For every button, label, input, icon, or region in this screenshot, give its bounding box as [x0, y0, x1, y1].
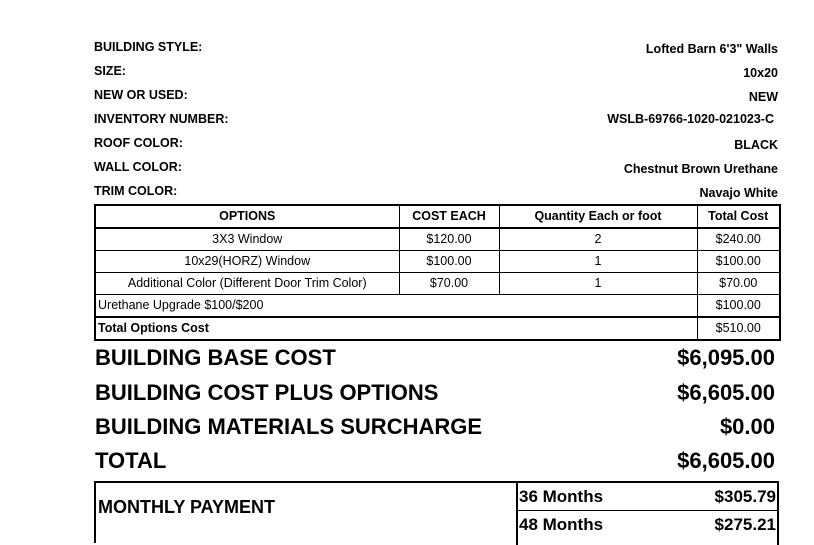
materials-surcharge-value: $0.00	[719, 414, 775, 439]
cost-each-header: COST EACH	[399, 205, 499, 228]
building-style-label: BUILDING STYLE:	[94, 40, 203, 54]
materials-surcharge-row	[95, 411, 775, 443]
option-total: $240.00	[697, 228, 780, 251]
payment-terms-grid	[516, 481, 779, 545]
inventory-number-row	[94, 112, 778, 132]
option-total: $70.00	[697, 273, 780, 295]
trim-color-label: TRIM COLOR:	[94, 184, 178, 198]
monthly-payment-label: MONTHLY PAYMENT	[98, 497, 276, 517]
payment-amount: $275.21	[714, 515, 776, 534]
payment-term-row	[518, 483, 777, 510]
trim-color-value: Navajo White	[699, 186, 778, 200]
option-cost-each: $120.00	[399, 228, 499, 251]
table-row	[95, 273, 780, 295]
options-header: OPTIONS	[95, 205, 399, 228]
cost-plus-options-label: BUILDING COST PLUS OPTIONS	[95, 380, 439, 405]
roof-color-label: ROOF COLOR:	[94, 136, 183, 150]
total-options-amount: $510.00	[697, 317, 780, 340]
new-or-used-value: NEW	[748, 90, 778, 104]
cost-plus-options-row	[95, 377, 775, 409]
payment-amount: $305.79	[714, 487, 776, 506]
wall-color-label: WALL COLOR:	[94, 160, 182, 174]
option-quantity: 2	[499, 228, 697, 251]
option-name: 3X3 Window	[95, 228, 399, 251]
roof-color-value: BLACK	[734, 138, 778, 152]
option-quantity: 1	[499, 273, 697, 295]
option-quantity: 1	[499, 251, 697, 273]
options-header-row	[95, 205, 780, 228]
total-options-label: Total Options Cost	[95, 317, 697, 340]
option-name: 10x29(HORZ) Window	[95, 251, 399, 273]
total-label: TOTAL	[95, 448, 167, 473]
urethane-upgrade-total: $100.00	[697, 295, 780, 318]
new-or-used-row	[94, 88, 778, 108]
cost-plus-options-value: $6,605.00	[677, 380, 775, 405]
quantity-header: Quantity Each or foot	[499, 205, 697, 228]
inventory-number-label: INVENTORY NUMBER:	[94, 112, 229, 126]
option-name: Additional Color (Different Door Trim Color)	[95, 273, 399, 295]
size-label: SIZE:	[94, 64, 126, 78]
table-row	[95, 251, 780, 273]
option-cost-each: $100.00	[399, 251, 499, 273]
building-style-row	[94, 40, 778, 60]
base-cost-row	[95, 342, 775, 374]
table-row	[95, 228, 780, 251]
size-row	[94, 64, 778, 84]
option-cost-each: $70.00	[399, 273, 499, 295]
materials-surcharge-label: BUILDING MATERIALS SURCHARGE	[95, 414, 483, 439]
total-value: $6,605.00	[677, 448, 775, 473]
payment-term-row	[518, 511, 777, 538]
wall-color-row	[94, 160, 778, 180]
roof-color-row	[94, 136, 778, 156]
monthly-payment-box	[94, 481, 778, 543]
urethane-upgrade-label: Urethane Upgrade $100/$200	[95, 295, 697, 318]
total-cost-header: Total Cost	[697, 205, 780, 228]
trim-color-row	[94, 184, 778, 204]
payment-right-border	[777, 483, 779, 545]
base-cost-label: BUILDING BASE COST	[95, 345, 336, 370]
base-cost-value: $6,095.00	[677, 345, 775, 370]
total-options-row	[95, 317, 780, 340]
options-table	[94, 204, 781, 341]
urethane-upgrade-row	[95, 295, 780, 318]
total-row	[95, 445, 775, 477]
inventory-number-value: WSLB-69766-1020-021023-C	[607, 112, 774, 126]
new-or-used-label: NEW OR USED:	[94, 88, 188, 102]
building-style-value: Lofted Barn 6'3" Walls	[645, 42, 778, 56]
size-value: 10x20	[743, 66, 778, 80]
wall-color-value: Chestnut Brown Urethane	[623, 162, 778, 176]
option-total: $100.00	[697, 251, 780, 273]
payment-term: 48 Months	[519, 515, 604, 534]
payment-term: 36 Months	[519, 487, 604, 506]
